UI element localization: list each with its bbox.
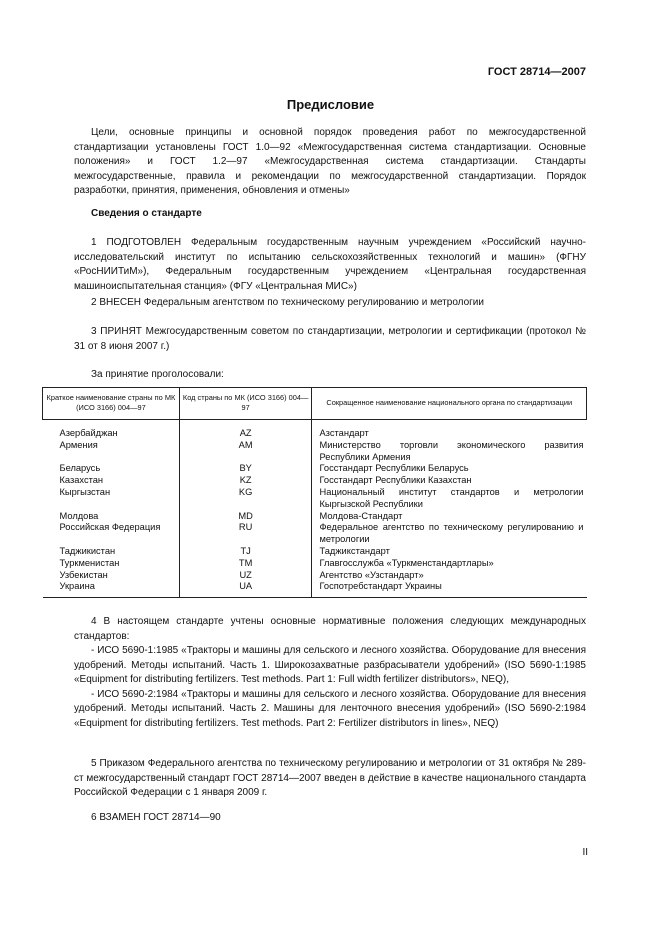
standards-body: Федеральное агентство по техническому регулированию и метрологии	[319, 522, 584, 545]
header-country-code: Код страны по МК (ИСО 3166) 004—97	[179, 388, 312, 420]
page-number: II	[582, 847, 588, 858]
item-6: 6 ВЗАМЕН ГОСТ 28714—90	[91, 812, 221, 823]
item-3: 3 ПРИНЯТ Межгосударственным советом по стандартизации, метрологии и сертификации (протокол № 31 от 8 июня 2007 г.)	[74, 326, 586, 352]
country-code: RU	[179, 522, 312, 546]
standards-body: Молдова-Стандарт	[319, 510, 403, 521]
table-row	[43, 440, 587, 464]
country-name: Беларусь	[59, 463, 101, 474]
table-row	[43, 546, 587, 558]
country-name: Российская Федерация	[59, 522, 161, 533]
item-2-block	[74, 296, 586, 311]
table-row	[43, 487, 587, 511]
country-code: KZ	[179, 475, 312, 487]
item-5-block	[74, 757, 586, 801]
standards-body: Главгосслужба «Туркменстандартлары»	[319, 557, 494, 568]
item-3-block	[74, 325, 586, 354]
standards-body: Национальный институт стандартов и метрологии Кыргызской Республики	[319, 486, 584, 509]
standard-number: ГОСТ 28714—2007	[487, 66, 586, 78]
vote-label: За принятие проголосовали:	[91, 369, 224, 380]
standards-body: Министерство торговли экономического развития Республики Армения	[319, 439, 584, 462]
country-name: Кыргызстан	[59, 486, 111, 497]
standards-body: Азстандарт	[319, 428, 369, 438]
country-name: Таджикистан	[59, 545, 116, 556]
country-name: Армения	[59, 439, 98, 450]
item-4-bullet: - ИСО 5690-2:1984 «Тракторы и машины для сельского и лесного хозяйства. Оборудование для внесения удобрений. Методы испытаний. Часть 2. Машины для ленточного внесения удобрений» (ISO 5690-2:1984 «Equipment for distributing fertilizers. Test methods. Part 2: Fertilizer distributors in lines», NEQ)	[74, 688, 586, 729]
item-4-bullet: - ИСО 5690-1:1985 «Тракторы и машины для сельского и лесного хозяйства. Оборудование для внесения удобрений. Методы испытаний. Часть 1. Широкозахватные разбрасыватели удобрений» (ISO 5690-1:1985 «Equipment for distributing fertilizers. Test methods. Part 1: Full width fertilizer distributors», NEQ),	[74, 645, 586, 685]
item-6-block	[74, 811, 586, 826]
item-4-block	[74, 615, 586, 731]
standards-body: Агентство «Узстандарт»	[319, 569, 424, 580]
country-name: Туркменистан	[59, 557, 120, 568]
table-row	[43, 522, 587, 546]
country-code: UZ	[179, 570, 312, 582]
item-4-intro: 4 В настоящем стандарте учтены основные нормативные положения следующих международных стандартов:	[74, 616, 586, 642]
table-row	[43, 463, 587, 475]
item-1-block	[74, 236, 586, 294]
country-code: MD	[179, 511, 312, 523]
item-2: 2 ВНЕСЕН Федеральным агентством по техническому регулированию и метрологии	[91, 297, 484, 308]
country-code: UA	[179, 581, 312, 597]
country-name: Узбекистан	[59, 569, 108, 580]
intro-paragraph: Цели, основные принципы и основной порядок проведения работ по межгосударственной стандартизации установлены ГОСТ 1.0—92 «Межгосударственная система стандартизации. Основные положения» и ГОСТ 1.2—97 «Межгосударственная система стандартизации. Стандарты межгосударственные, правила и рекомендации по межгосударственной стандартизации. Порядок разработки, принятия, применения, обновления и отмены»	[74, 127, 586, 196]
country-name: Молдова	[59, 510, 99, 521]
table-row	[43, 475, 587, 487]
table-header-row	[43, 388, 587, 420]
country-code: TM	[179, 558, 312, 570]
country-code: TJ	[179, 546, 312, 558]
header-country-name: Краткое наименование страны по МК (ИСО 3166) 004—97	[43, 388, 180, 420]
standards-body: Таджикстандарт	[319, 545, 390, 556]
country-code: AZ	[179, 420, 312, 440]
standards-body: Госпотребстандарт Украины	[312, 581, 587, 597]
standards-body: Госстандарт Республики Беларусь	[319, 463, 469, 474]
table-row	[43, 570, 587, 582]
item-5: 5 Приказом Федерального агентства по техническому регулированию и метрологии от 31 октября № 289-ст межгосударственный стандарт ГОСТ 28714—2007 введен в действие в качестве национального стандарта Российской Федерации с 1 января 2009 г.	[74, 758, 586, 798]
page-title: Предисловие	[286, 97, 375, 112]
section-heading: Сведения о стандарте	[91, 208, 202, 219]
intro-section	[74, 126, 586, 199]
table-row	[43, 581, 587, 597]
country-name: Казахстан	[59, 475, 104, 486]
country-name: Украина	[43, 581, 180, 597]
country-name: Азербайджан	[59, 428, 118, 438]
table-row	[43, 511, 587, 523]
voting-countries-table	[42, 387, 587, 598]
country-code: BY	[179, 463, 312, 475]
country-code: AM	[179, 440, 312, 464]
item-1: 1 ПОДГОТОВЛЕН Федеральным государственным научным учреждением «Российский научно-исследовательский институт по испытанию сельскохозяйственных технологий и машин» (ФГНУ «РосНИИТиМ»), Федеральным государственным учреждением «Центральная государственная машиноиспытательная станция» (ФГУ «Центральная МИС»)	[74, 237, 586, 292]
country-code: KG	[179, 487, 312, 511]
standards-body: Госстандарт Республики Казахстан	[319, 475, 472, 486]
table-row	[43, 558, 587, 570]
section-heading-block	[74, 207, 586, 222]
vote-label-block	[74, 368, 586, 383]
header-standards-body: Сокращенное наименование национального органа по стандартизации	[312, 388, 587, 420]
table-row	[43, 420, 587, 440]
